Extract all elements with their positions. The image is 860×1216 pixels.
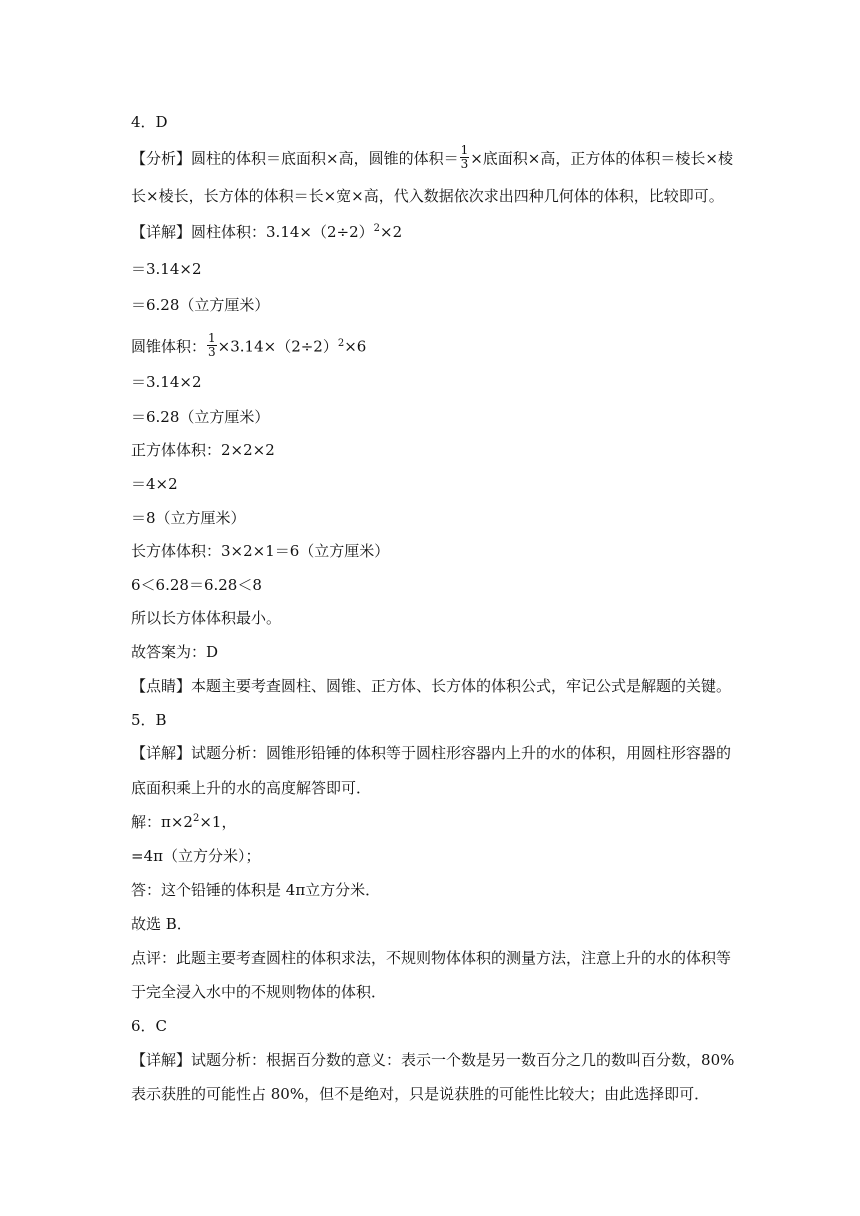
q6-detail-line1 [131, 1049, 734, 1071]
cone-label: 圆锥体积： [131, 337, 207, 356]
cone-formula-end: ×6 [344, 337, 367, 356]
one-third-fraction [207, 332, 217, 359]
analysis-tag: 【分析】 [131, 149, 192, 168]
detail-tag: 【详解】 [131, 223, 192, 241]
q4-cuboid: 长方体体积：3×2×1＝6（立方厘米） [131, 542, 390, 560]
detail-text: 试题分析：根据百分数的意义：表示一个数是另一数百分之几的数叫百分数，80% [191, 1051, 735, 1069]
q4-step2: ＝6.28（立方厘米） [131, 296, 270, 314]
detail-tag: 【详解】 [131, 744, 192, 762]
q5-answer: 答：这个铅锤的体积是 4π立方分米． [131, 881, 381, 899]
detail-tag: 【详解】 [131, 1051, 192, 1069]
cone-formula: ×3.14×（2÷2） [217, 337, 338, 356]
exponent: 2 [337, 337, 345, 349]
q4-step4: ＝6.28（立方厘米） [131, 408, 270, 426]
q4-answer: 故答案为：D [131, 643, 219, 661]
q5-comment-line1: 点评：此题主要考查圆柱的体积求法，不规则物体体积的测量方法，注意上升的水的体积等 [131, 949, 732, 967]
one-third-fraction [460, 144, 470, 171]
q4-analysis-line1 [131, 143, 733, 173]
q5-heading: 5．B [131, 711, 167, 729]
remark-tag: 【点睛】 [131, 677, 192, 695]
q5-choice: 故选 B． [131, 915, 192, 933]
solution-formula: 解：π×2 [131, 813, 193, 831]
fraction-denominator: 3 [460, 157, 469, 171]
q4-analysis-line2: 长×棱长，长方体的体积＝长×宽×高，代入数据依次求出四种几何体的体积，比较即可。 [131, 187, 724, 205]
q5-comment-line2: 于完全浸入水中的不规则物体的体积． [131, 983, 387, 1001]
remark-text: 本题主要考查圆柱、圆锥、正方体、长方体的体积公式，牢记公式是解题的关键。 [191, 677, 732, 695]
q4-detail-cylinder [131, 221, 402, 246]
q6-detail-line2: 表示获胜的可能性占 80%，但不是绝对，只是说获胜的可能性比较大；由此选择即可． [131, 1085, 710, 1103]
q4-remark [131, 675, 731, 697]
q5-detail-line2: 底面积乘上升的水的高度解答即可． [131, 779, 372, 797]
solution-formula-end: ×1， [199, 813, 237, 831]
q4-cone [131, 331, 367, 361]
q4-step6: ＝8（立方厘米） [131, 509, 246, 527]
analysis-text-b: ×底面积×高，正方体的体积＝棱长×棱 [470, 149, 733, 168]
q4-step5: ＝4×2 [131, 475, 178, 493]
detail-text: 试题分析：圆锥形铅锤的体积等于圆柱形容器内上升的水的体积，用圆柱形容器的 [191, 744, 732, 762]
q4-step1: ＝3.14×2 [131, 260, 202, 278]
fraction-numerator: 1 [460, 143, 469, 157]
q4-heading: 4．D [131, 113, 168, 131]
fraction-denominator: 3 [208, 345, 216, 359]
q4-cube: 正方体体积：2×2×2 [131, 441, 275, 459]
cylinder-formula-end: ×2 [380, 223, 403, 241]
fraction-numerator: 1 [208, 331, 216, 345]
q5-result: =4π（立方分米）； [131, 847, 261, 865]
q5-solution [131, 811, 236, 836]
q4-compare: 6＜6.28＝6.28＜8 [131, 576, 262, 594]
cylinder-formula: 圆柱体积：3.14×（2÷2） [191, 223, 374, 241]
exponent: 2 [373, 223, 381, 234]
q4-conclusion: 所以长方体体积最小。 [131, 609, 282, 627]
q5-detail-line1 [131, 742, 731, 764]
q4-step3: ＝3.14×2 [131, 373, 202, 391]
q6-heading: 6．C [131, 1017, 168, 1035]
analysis-text-a: 圆柱的体积＝底面积×高，圆锥的体积＝ [191, 149, 459, 168]
exponent: 2 [192, 813, 200, 824]
